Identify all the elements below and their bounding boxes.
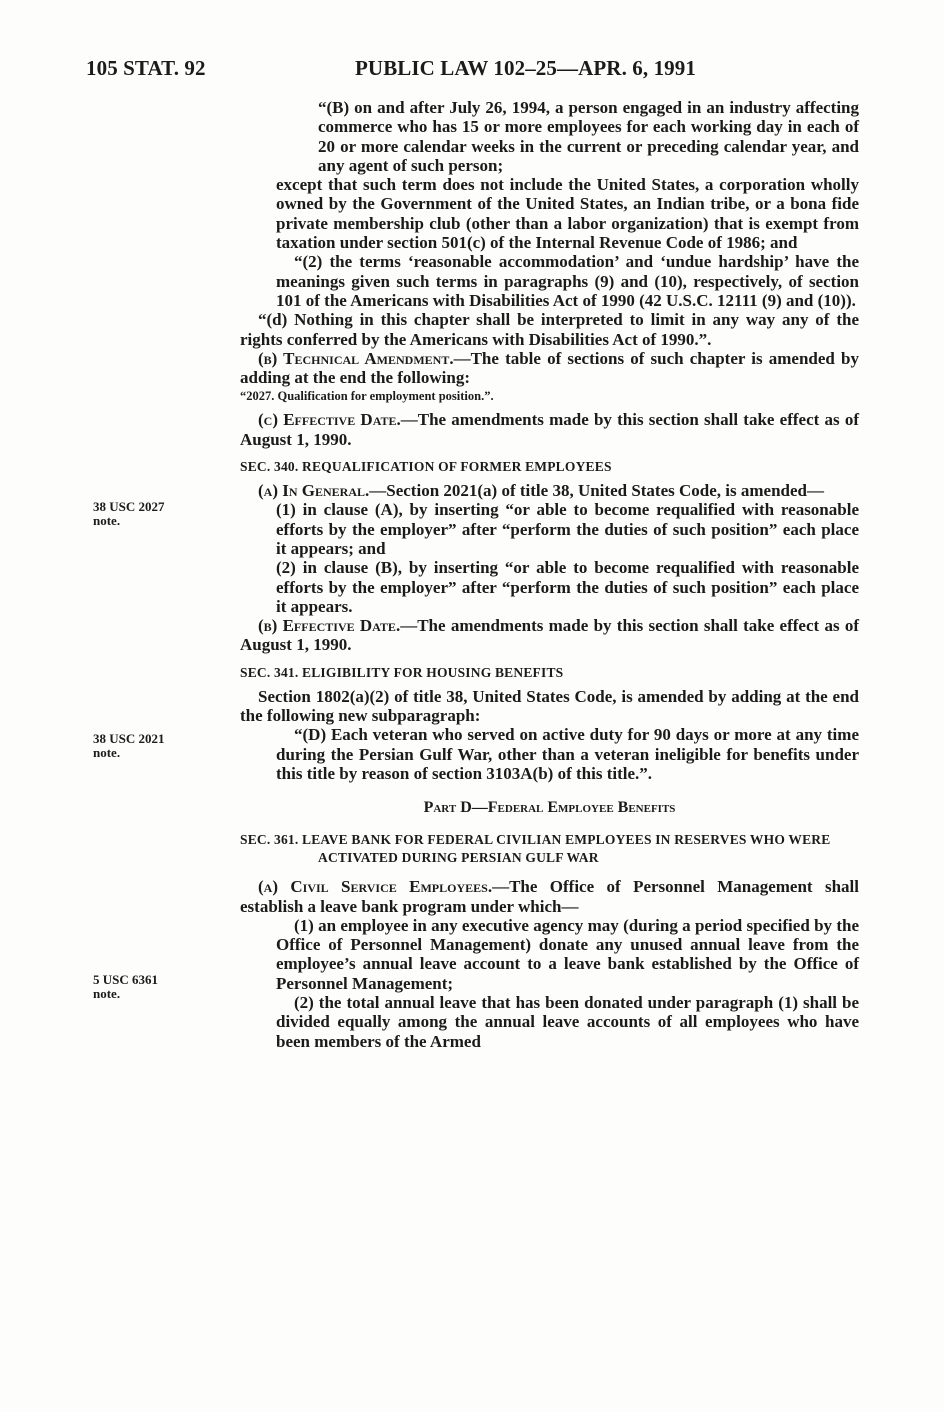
clause-b-paragraph: “(B) on and after July 26, 1994, a person engaged in an industry affecting commerce who has 15 or more employees for each working day in each of 20 or more calendar weeks in the current or preceding calendar year, and any agent of such person;: [318, 98, 859, 175]
effective-date-label: (b) Effective Date.: [258, 616, 401, 636]
civil-service-paragraph: [240, 877, 859, 916]
table-of-sections-entry: “2027. Qualification for employment position.”.: [240, 389, 494, 404]
exception-paragraph: except that such term does not include the United States, a corporation wholly owned by the Government of the United States, an Indian tribe, or a bona fide private membership club (other than a labor organization) that is exempt from taxation under section 501(c) of the Internal Revenue Code of 1986; and: [276, 175, 859, 253]
technical-amendment-paragraph: [240, 349, 859, 388]
margin-note-38-usc-2027: [93, 500, 165, 528]
section-341-text: Section 1802(a)(2) of title 38, United States Code, is amended by adding at the end the following new subparagraph:: [240, 686, 859, 726]
margin-note-line: note.: [93, 986, 121, 1001]
section-361-heading: SEC. 361. LEAVE BANK FOR FEDERAL CIVILIAN EMPLOYEES IN RESERVES WHO WERE ACTIVATED DURING PERSIAN GULF WAR: [240, 832, 831, 866]
page-running-head: PUBLIC LAW 102–25—APR. 6, 1991: [355, 56, 696, 80]
subsection-d: “(d) Nothing in this chapter shall be interpreted to limit in any way any of the rights conferred by the Americans with Disabilities Act of 1990.”.: [240, 310, 859, 349]
effective-date-text: —The amendments made by this section shall take effect as of August 1, 1990.: [240, 410, 859, 449]
margin-note-line: 5 USC 6361: [93, 972, 159, 987]
margin-note-5-usc-6361: [93, 973, 158, 1001]
part-d-heading: Part D—Federal Employee Benefits: [423, 799, 676, 817]
subparagraph-d: “(D) Each veteran who served on active duty for 90 days or more at any time during the Persian Gulf War, other than a veteran ineligible for benefits under this title by reason of section 3103A(b) of this title.”.: [276, 725, 859, 783]
clause-1-paragraph: (1) in clause (A), by inserting “or able to become requalified with reasonable efforts by the employer” after “perform the duties of such position” each place it appears; and: [276, 500, 859, 558]
margin-note-line: 38 USC 2021: [93, 731, 165, 746]
clause-2-paragraph: (2) in clause (B), by inserting “or able to become requalified with reasonable efforts by the employer” after “perform the duties of such position” each place it appears.: [276, 558, 859, 616]
margin-note-38-usc-2021: [93, 732, 165, 760]
leave-item-1: (1) an employee in any executive agency may (during a period specified by the Office of Personnel Management) donate any unused annual leave from the employee’s annual leave account to a leave bank established by the Office of Personnel Management;: [276, 915, 859, 993]
in-general-text: —Section 2021(a) of title 38, United States Code, is amended—: [369, 481, 824, 501]
civil-service-text: —The Office of Personnel Management shall establish a leave bank program under which—: [240, 877, 859, 916]
technical-amendment-text: —The table of sections of such chapter is amended by adding at the end the following:: [240, 348, 859, 388]
section-341-heading: SEC. 341. ELIGIBILITY FOR HOUSING BENEFITS: [240, 664, 564, 680]
effective-date-paragraph-1: [240, 410, 859, 449]
paragraph-2: “(2) the terms ‘reasonable accommodation’ and ‘undue hardship’ have the meanings given such terms in paragraphs (9) and (10), respectively, of section 101 of the Americans with Disabilities Act of 1990 (42 U.S.C. 12111 (9) and (10)).: [276, 252, 859, 310]
effective-date-text: —The amendments made by this section shall take effect as of August 1, 1990.: [240, 616, 859, 655]
leave-item-2: (2) the total annual leave that has been donated under paragraph (1) shall be divided equally among the annual leave accounts of all employees who have been members of the Armed: [276, 992, 859, 1051]
margin-note-line: note.: [93, 745, 121, 760]
effective-date-label: (c) Effective Date.: [258, 410, 401, 430]
margin-note-line: 38 USC 2027: [93, 499, 165, 514]
in-general-label: (a) In General.: [258, 481, 370, 501]
civil-service-label: (a) Civil Service Employees.: [258, 877, 493, 897]
effective-date-paragraph-2: [240, 616, 859, 655]
page-body: [240, 98, 859, 1051]
in-general-paragraph: [240, 481, 859, 500]
margin-note-line: note.: [93, 513, 121, 528]
technical-amendment-label: (b) Technical Amendment.: [258, 348, 454, 368]
page-stat-number: 105 STAT. 92: [86, 56, 206, 80]
section-340-heading: SEC. 340. REQUALIFICATION OF FORMER EMPLOYEES: [240, 459, 612, 475]
